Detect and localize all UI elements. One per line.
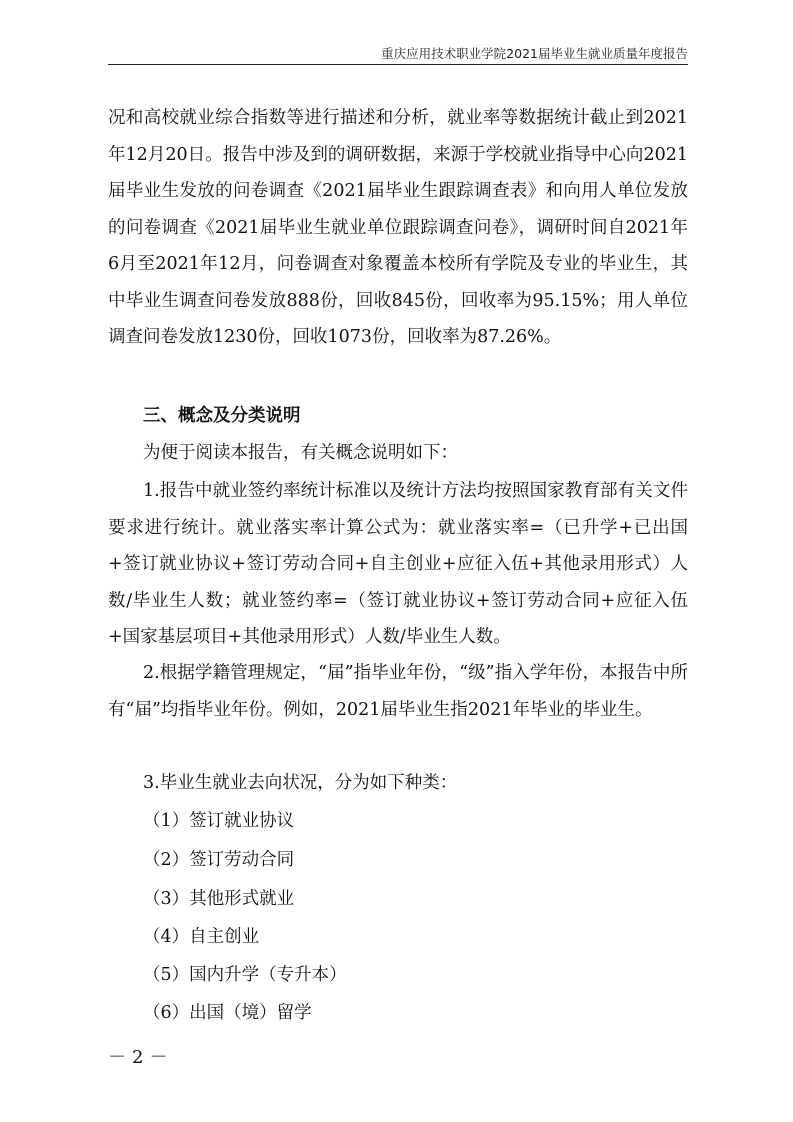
list-item: （6）出国（境）留学 (143, 1003, 312, 1023)
running-header: 重庆应用技术职业学院2021届毕业生就业质量年度报告 (381, 46, 688, 61)
paragraph-concept-1: 1.报告中就业签约率统计标准以及统计方法均按照国家教育部有关文件要求进行统计。就业落实率计算公式为：就业落实率=（已升学+已出国+签订就业协议+签订劳动合同+自主创业+应征入伍+其他录用形式）人数/毕业生人数；就业签约率=（签订就业协议+签订劳动合同+应征入伍+国家基层项目+其他录用形式）人数/毕业生人数。 (108, 481, 688, 647)
header-rule (108, 64, 688, 65)
list-item: （2）签订劳动合同 (143, 850, 295, 870)
paragraph-survey-description: 况和高校就业综合指数等进行描述和分析，就业率等数据统计截止到2021年12月20日。报告中涉及到的调研数据，来源于学校就业指导中心向2021届毕业生发放的问卷调查《2021届毕业生跟踪调查表》和向用人单位发放的问卷调查《2021届毕业生就业单位跟踪调查问卷》，调研时间自2021年6月至2021年12月，问卷调查对象覆盖本校所有学院及专业的毕业生，其中毕业生调查问卷发放888份，回收845份，回收率为95.15%；用人单位调查问卷发放1230份，回收1073份，回收率为87.26%。 (108, 108, 688, 347)
list-item: （5）国内升学（专升本） (143, 965, 347, 985)
list-item: （1）签订就业协议 (143, 811, 295, 831)
section-heading: 三、概念及分类说明 (143, 406, 301, 426)
paragraph-concept-3: 3.毕业生就业去向状况，分为如下种类： (143, 773, 458, 793)
page-number: －2－ (108, 1047, 174, 1068)
list-item: （3）其他形式就业 (143, 889, 295, 909)
paragraph-concept-2: 2.根据学籍管理规定，“届”指毕业年份，“级”指入学年份，本报告中所有“届”均指毕业年份。例如，2021届毕业生指2021年毕业的毕业生。 (108, 663, 688, 720)
list-item: （4）自主创业 (143, 927, 260, 947)
paragraph-intro: 为便于阅读本报告，有关概念说明如下： (143, 443, 458, 463)
